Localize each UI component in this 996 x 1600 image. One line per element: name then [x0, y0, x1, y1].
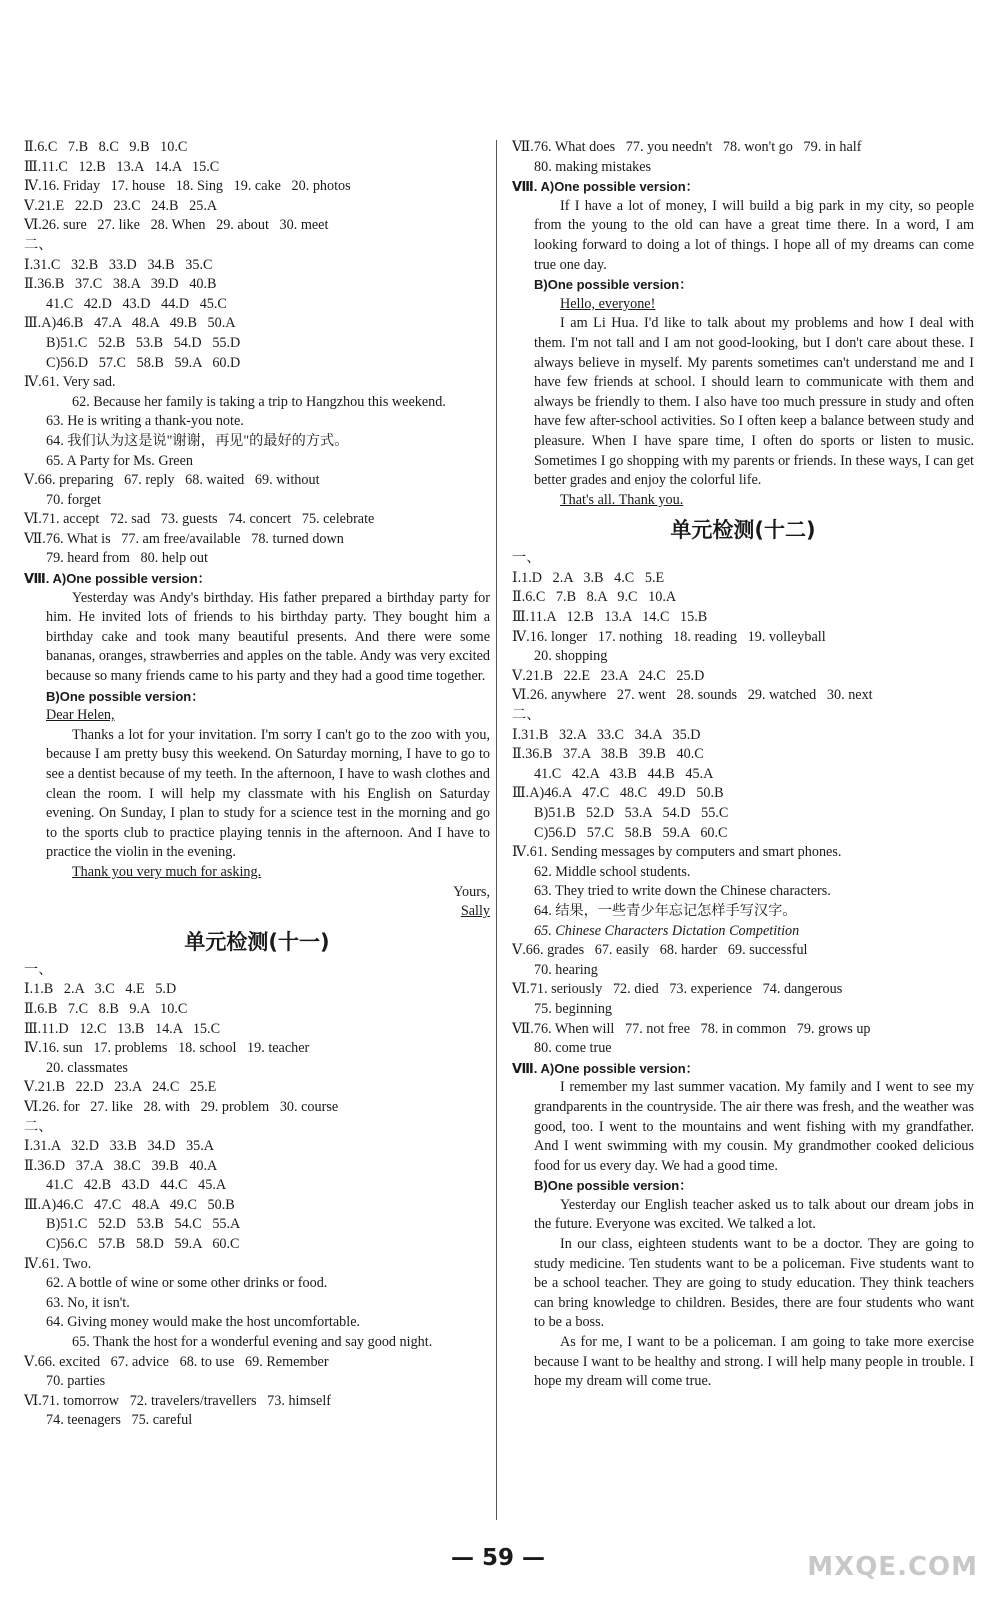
answer-line: 20. shopping [534, 648, 608, 665]
answer-line: Ⅳ.61. Very sad. [24, 374, 116, 391]
answer-line: Ⅶ.76. What is 77. am free/available 78. turned down [24, 530, 344, 547]
right-column [512, 138, 974, 1392]
answer-line: Yesterday our English teacher asked us to talk about our dream jobs in the future. Everyone was excited. We talked a lot. [534, 1196, 974, 1233]
answer-line: 80. making mistakes [534, 158, 652, 175]
answer-line: Ⅲ.11.A 12.B 13.A 14.C 15.B [512, 609, 708, 626]
answer-line: 20. classmates [46, 1059, 128, 1076]
answer-line: Ⅲ.11.C 12.B 13.A 14.A 15.C [24, 158, 220, 175]
answer-line: 64. Giving money would make the host uncomfortable. [46, 1314, 361, 1331]
section-heading: 单元检测(十二) [670, 518, 816, 543]
answer-line: 63. They tried to write down the Chinese characters. [534, 883, 831, 900]
answer-line: 63. No, it isn't. [46, 1294, 130, 1311]
answer-line: C)56.C 57.B 58.D 59.A 60.C [46, 1236, 240, 1253]
answer-line: 79. heard from 80. help out [46, 550, 208, 567]
answer-line: Ⅰ.31.C 32.B 33.D 34.B 35.C [24, 256, 213, 273]
answer-line: Ⅰ.31.B 32.A 33.C 34.A 35.D [512, 726, 701, 743]
answer-line: Ⅴ.21.E 22.D 23.C 24.B 25.A [24, 197, 218, 214]
answer-line: As for me, I want to be a policeman. I am going to take more exercise because I want to be healthy and strong. I will help many people in trouble. I hope my dream will come true. [534, 1334, 974, 1390]
answer-line: B)One possible version： [534, 1178, 693, 1194]
answer-line: 64. 我们认为这是说"谢谢，再见"的最好的方式。 [46, 432, 349, 449]
answer-line: Yesterday was Andy's birthday. His father prepared a birthday party for him. He invited lots of friends to his birthday party. They bought him a birthday cake and took many beautiful presents. And there were some bananas, oranges, strawberries and apples on the table. Andy was very excited because so many friends came to his party and they had a good time together. [46, 589, 490, 685]
answer-line: 二、 [512, 707, 541, 724]
answer-line: Ⅱ.36.D 37.A 38.C 39.B 40.A [24, 1157, 218, 1174]
answer-line: 41.C 42.A 43.B 44.B 45.A [534, 765, 714, 782]
answer-line: Ⅱ.36.B 37.C 38.A 39.D 40.B [24, 276, 217, 293]
page-number: — 59 — [450, 1545, 546, 1571]
answer-line: I remember my last summer vacation. My family and I went to see my grandparents in the countryside. The air there was fresh, and the weather was good, too. I went to the mountains and went fishing with my grandfather. And I went swimming with my cousin. My grandmother cooked delicious food for us every day. We had a good time. [534, 1079, 974, 1174]
answer-line: Ⅳ.16. longer 17. nothing 18. reading 19. volleyball [512, 628, 826, 645]
answer-line: 70. hearing [534, 961, 598, 978]
answer-line: Ⅳ.16. Friday 17. house 18. Sing 19. cake 20. photos [24, 178, 351, 195]
answer-line: B)51.C 52.B 53.B 54.D 55.D [46, 334, 241, 351]
answer-line: Ⅶ.76. When will 77. not free 78. in common 79. grows up [512, 1020, 871, 1037]
answer-line: In our class, eighteen students want to be a doctor. They are going to study medicine. Ten students want to be a policeman. Five students want to be a school teacher. They are going to study education. They think teachers can bring knowledge to children. Besides, there are four students who want to be a boss. [534, 1236, 974, 1331]
answer-line: B)One possible version： [46, 688, 205, 704]
answer-line: Ⅰ.1.B 2.A 3.C 4.E 5.D [24, 981, 177, 998]
answer-line: If I have a lot of money, I will build a big park in my city, so people from the young to the old can have a great time there. In a word, I am looking forward to doing a lot of things. I hope all of my dreams can come true one day. [534, 197, 974, 273]
answer-line: Ⅳ.16. sun 17. problems 18. school 19. teacher [24, 1040, 310, 1057]
answer-line: Ⅷ. A)One possible version： [512, 1060, 699, 1076]
answer-line: Ⅴ.66. excited 67. advice 68. to use 69. Remember [24, 1353, 329, 1370]
answer-line: 一、 [24, 961, 53, 978]
column-divider [496, 140, 497, 1520]
answer-line: 二、 [24, 1118, 53, 1135]
answer-line: Ⅲ.A)46.C 47.C 48.A 49.C 50.B [24, 1196, 235, 1213]
answer-line: Ⅵ.26. anywhere 27. went 28. sounds 29. watched 30. next [512, 687, 873, 704]
answer-line: B)51.C 52.D 53.B 54.C 55.A [46, 1216, 241, 1233]
answer-line: Ⅵ.71. seriously 72. died 73. experience 74. dangerous [512, 981, 843, 998]
answer-line: 75. beginning [534, 1000, 613, 1017]
answer-line: C)56.D 57.C 58.B 59.A 60.C [534, 824, 728, 841]
answer-line: C)56.D 57.C 58.B 59.A 60.D [46, 354, 241, 371]
answer-line: 65. A Party for Ms. Green [46, 452, 193, 469]
answer-line: Ⅲ.A)46.A 47.C 48.C 49.D 50.B [512, 785, 724, 802]
answer-line: 一、 [512, 550, 541, 567]
answer-line: Ⅵ.71. tomorrow 72. travelers/travellers 73. himself [24, 1392, 332, 1409]
answer-line: Ⅴ.21.B 22.E 23.A 24.C 25.D [512, 667, 705, 684]
answer-line: I am Li Hua. I'd like to talk about my problems and how I deal with them. I'm not tall and I am not good-looking, but I don't care about these. I always believe in myself. My parents sometimes can't understand me and I have few friends at school. I should learn to communicate with them and always be friendly to them. I also have too much pressure in study and often have few after-school activities. So I often keep a balance between study and pleasure. When I have spare time, I often do sports or listen to music. Sometimes I go shopping with my parents or friends. In these ways, I can get better grades and enjoy the colorful life. [534, 315, 974, 489]
answer-line: Ⅳ.61. Sending messages by computers and smart phones. [512, 844, 842, 861]
answer-line: B)One possible version： [534, 277, 693, 293]
answer-line: 41.C 42.B 43.D 44.C 45.A [46, 1177, 227, 1194]
answer-line: Ⅵ.26. sure 27. like 28. When 29. about 30. meet [24, 217, 329, 234]
answer-line: 65. Chinese Characters Dictation Competition [534, 922, 800, 939]
answer-line: Yours, [453, 883, 490, 900]
answer-line: 63. He is writing a thank-you note. [46, 413, 244, 430]
answer-line: Ⅱ.6.C 7.B 8.A 9.C 10.A [512, 589, 677, 606]
answer-line: Hello, everyone! [560, 295, 656, 312]
answer-line: Ⅲ.A)46.B 47.A 48.A 49.B 50.A [24, 315, 236, 332]
answer-line: Ⅷ. A)One possible version： [24, 571, 211, 587]
answer-line: Ⅰ.31.A 32.D 33.B 34.D 35.A [24, 1138, 215, 1155]
answer-line: Ⅶ.76. What does 77. you needn't 78. won't go 79. in half [512, 139, 862, 155]
answer-line: B)51.B 52.D 53.A 54.D 55.C [534, 805, 729, 821]
answer-line: Sally [460, 903, 490, 920]
answer-line: Ⅴ.21.B 22.D 23.A 24.C 25.E [24, 1079, 217, 1096]
answer-line: 65. Thank the host for a wonderful evening and say good night. [72, 1334, 433, 1351]
answer-line: Ⅱ.36.B 37.A 38.B 39.B 40.C [512, 746, 704, 763]
answer-line: Ⅵ.26. for 27. like 28. with 29. problem 30. course [24, 1098, 339, 1115]
answer-line: Ⅵ.71. accept 72. sad 73. guests 74. concert 75. celebrate [24, 511, 375, 528]
answer-line: 二、 [24, 236, 53, 253]
answer-line: Ⅳ.61. Two. [24, 1255, 92, 1272]
answer-line: Dear Helen, [46, 707, 115, 724]
answer-line: 62. Because her family is taking a trip to Hangzhou this weekend. [72, 393, 446, 410]
left-column [24, 138, 490, 1431]
answer-line: Ⅷ. A)One possible version： [512, 179, 699, 195]
answer-line: Thanks a lot for your invitation. I'm sorry I can't go to the zoo with you, because I am pretty busy this weekend. On Saturday morning, I have to go to see a dentist because of my teeth. In the afternoon, I have to wash clothes and clean the room. I will help my classmate with his English on Saturday evening. On Sunday, I plan to study for a science test in the morning and go to the sports club to practice playing tennis in the afternoon. And I have to practice the violin in the evening. [46, 726, 490, 861]
answer-line: Ⅲ.11.D 12.C 13.B 14.A 15.C [24, 1020, 221, 1037]
watermark-logo: MXQE.COM [807, 1552, 978, 1582]
answer-line: Thank you very much for asking. [72, 863, 262, 880]
answer-line: 70. forget [46, 491, 101, 508]
answer-line: 62. A bottle of wine or some other drinks or food. [46, 1275, 328, 1292]
answer-line: 41.C 42.D 43.D 44.D 45.C [46, 295, 227, 312]
answer-line: 62. Middle school students. [534, 863, 691, 880]
answer-line: 74. teenagers 75. careful [46, 1412, 193, 1429]
answer-line: Ⅴ.66. preparing 67. reply 68. waited 69. without [24, 472, 320, 489]
answer-line: Ⅱ.6.B 7.C 8.B 9.A 10.C [24, 1000, 188, 1017]
section-heading: 单元检测(十一) [184, 929, 330, 954]
answer-line: Ⅱ.6.C 7.B 8.C 9.B 10.C [24, 139, 188, 155]
answer-line: Ⅴ.66. grades 67. easily 68. harder 69. successful [512, 942, 808, 959]
answer-line: Ⅰ.1.D 2.A 3.B 4.C 5.E [512, 569, 665, 586]
answer-line: 80. come true [534, 1040, 612, 1057]
answer-line: That's all. Thank you. [560, 491, 684, 508]
answer-line: 64. 结果，一些青少年忘记怎样手写汉字。 [534, 902, 797, 919]
answer-line: 70. parties [46, 1373, 106, 1390]
